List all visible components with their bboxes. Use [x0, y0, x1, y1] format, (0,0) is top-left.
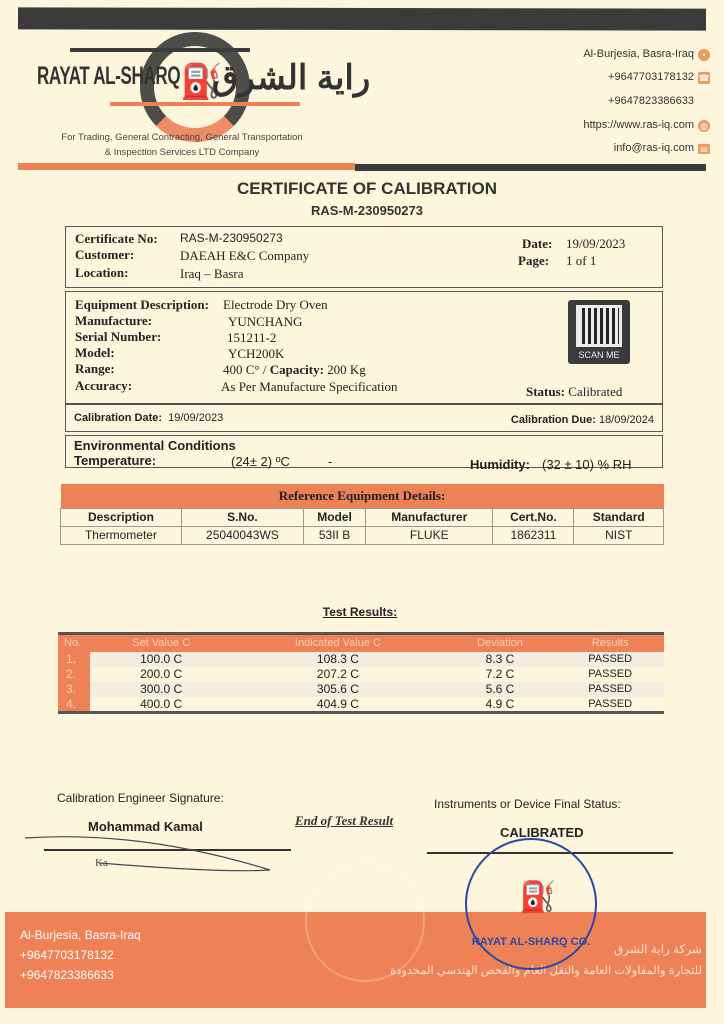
certificate-info-box	[65, 226, 663, 288]
calibration-dates-box	[65, 404, 663, 432]
table-row	[61, 526, 664, 544]
ref-header-model: Model	[303, 508, 365, 526]
set-value: 400.0 C	[140, 696, 183, 711]
qr-code[interactable]	[568, 300, 630, 364]
serial-value: 151211-2	[227, 330, 277, 345]
manufacture-label: Manufacture:	[75, 313, 153, 328]
contact-phone-1: +9647703178132	[608, 71, 694, 83]
environment-title: Environmental Conditions	[74, 438, 236, 453]
reference-table-title: Reference Equipment Details:	[61, 484, 664, 508]
brand-name-en: RAYAT AL-SHARQ	[37, 62, 181, 90]
qr-pattern-icon	[576, 305, 622, 347]
calibration-due-value: 18/09/2024	[598, 414, 654, 426]
res-header-deviation: Deviation	[444, 634, 557, 652]
indicated-value: 305.6 C	[232, 682, 443, 697]
res-header-indicated: Indicated Value C	[232, 634, 443, 652]
range-value	[223, 362, 366, 378]
test-results-table	[58, 632, 664, 714]
certificate-title: CERTIFICATE OF CALIBRATION	[236, 179, 497, 198]
footer-arabic-name: شركة راية الشرق	[613, 942, 702, 956]
table-row	[58, 682, 664, 697]
date-value: 19/09/2023	[566, 236, 626, 251]
page-value: 1 of 1	[566, 253, 597, 268]
row-no: 1.	[58, 652, 90, 667]
reference-equipment-table	[60, 484, 664, 545]
engineer-signature-label: Calibration Engineer Signature:	[57, 791, 224, 805]
header-top-bar	[18, 7, 706, 30]
status-label: Status:	[526, 384, 566, 399]
tagline-line-1: For Trading, General Contracting, General Transportation	[61, 132, 303, 143]
status-value: Calibrated	[568, 384, 623, 399]
status-field	[526, 384, 622, 400]
page-label: Page:	[518, 253, 550, 268]
calibration-date-label: Calibration Date:	[74, 412, 163, 424]
env-dash: -	[328, 454, 333, 469]
temperature-value: (24± 2) ºC	[231, 454, 290, 469]
range-text: 400 C° /	[223, 362, 270, 377]
ref-certno: 1862311	[493, 526, 574, 544]
res-header-results: Results	[556, 634, 664, 652]
customer-label: Customer:	[75, 247, 135, 262]
ref-manufacturer: FLUKE	[366, 526, 493, 544]
scan-me-label: SCAN ME	[578, 350, 620, 360]
indicated-value: 404.9 C	[316, 696, 359, 711]
range-label: Range:	[75, 361, 115, 376]
contact-address: Al-Burjesia, Basra-Iraq	[583, 48, 694, 60]
test-results-title: Test Results:	[322, 605, 398, 619]
equipment-desc-value: Electrode Dry Oven	[223, 297, 328, 312]
engineer-signature-scribble	[20, 828, 300, 878]
manufacture-value: YUNCHANG	[228, 314, 303, 329]
table-row	[58, 697, 664, 713]
ref-description: Thermometer	[61, 526, 182, 544]
deviation: 5.6 C	[444, 682, 557, 697]
ref-header-certno: Cert.No.	[493, 508, 574, 526]
ref-header-description: Description	[61, 508, 182, 526]
footer-phone-2: +9647823386633	[20, 968, 114, 982]
customer-value: DAEAH E&C Company	[180, 248, 310, 263]
certificate-ref: RAS-M-230950273	[310, 203, 423, 218]
deviation: 8.3 C	[444, 652, 557, 667]
contact-website[interactable]: https://www.ras-iq.com	[583, 119, 694, 131]
location-value: Iraq – Basra	[180, 266, 244, 281]
final-status-value: CALIBRATED	[500, 825, 584, 840]
result: PASSED	[588, 668, 633, 680]
divider-dark	[355, 164, 706, 171]
table-row	[58, 652, 664, 667]
model-value: YCH200K	[228, 346, 285, 361]
result: PASSED	[556, 652, 664, 667]
globe-icon: ◍	[698, 120, 710, 132]
result: PASSED	[556, 682, 664, 697]
row-no: 2.	[58, 667, 90, 682]
capacity-value: 200 Kg	[327, 362, 366, 377]
temperature-label: Temperature:	[74, 453, 157, 468]
tagline	[37, 130, 327, 160]
set-value: 200.0 C	[140, 667, 183, 681]
contact-email[interactable]: info@ras-iq.com	[613, 142, 694, 154]
phone-icon: ☎	[698, 73, 710, 83]
footer-address: Al-Burjesia, Basra-Iraq	[20, 928, 141, 942]
humidity-value: (32 ± 10) % RH	[542, 457, 632, 472]
company-stamp	[465, 838, 597, 970]
indicated-value: 207.2 C	[316, 667, 359, 681]
calibration-date-value: 19/09/2023	[168, 412, 224, 424]
oil-pump-icon: ⛽	[180, 63, 223, 101]
row-no: 3.	[58, 682, 90, 697]
ref-header-sno: S.No.	[181, 508, 303, 526]
stamp-text: RAYAT AL-SHARQ CO.	[471, 936, 591, 948]
environment-box	[65, 435, 663, 472]
table-row	[58, 667, 664, 682]
humidity-label: Humidity:	[470, 457, 530, 472]
res-header-no: No.	[58, 634, 90, 652]
location-pin-icon: •	[698, 49, 710, 61]
ref-model: 53II B	[303, 526, 365, 544]
accuracy-label: Accuracy:	[75, 378, 133, 393]
calibration-due	[511, 414, 654, 426]
result: PASSED	[588, 697, 633, 710]
model-label: Model:	[75, 345, 115, 360]
equipment-desc-label: Equipment Description:	[75, 297, 209, 312]
footer-arabic-tagline: للتجارة والمقاولات العامة والنقل العام والفحص الهندسي المحدودة	[390, 965, 702, 977]
calibration-date	[74, 412, 223, 424]
brand-name-ar: راية الشرق	[212, 59, 371, 97]
cert-no-label: Certificate No:	[75, 231, 158, 246]
deviation: 7.2 C	[485, 667, 515, 681]
logo-wing-orange	[110, 102, 300, 106]
deviation: 4.9 C	[485, 696, 515, 711]
contact-phone-2: +9647823386633	[608, 95, 694, 107]
row-no: 4.	[58, 697, 90, 713]
mail-icon: ✉	[698, 144, 710, 154]
divider-orange	[18, 163, 355, 170]
final-status-label: Instruments or Device Final Status:	[434, 797, 621, 811]
end-of-test-result: End of Test Result	[295, 813, 394, 828]
embossed-seal	[305, 862, 425, 982]
indicated-value: 108.3 C	[232, 652, 443, 667]
engineer-name: Mohammad Kamal	[88, 819, 203, 834]
accuracy-value: As Per Manufacture Specification	[221, 379, 398, 394]
serial-label: Serial Number:	[75, 329, 162, 344]
footer-phone-1: +9647703178132	[20, 948, 114, 962]
capacity-label: Capacity:	[269, 362, 324, 377]
date-label: Date:	[522, 236, 553, 251]
stamp-oil-pump-icon: ⛽	[519, 881, 557, 914]
set-value: 100.0 C	[90, 652, 232, 667]
ref-standard: NIST	[574, 526, 664, 544]
tagline-line-2: & Inspection Services LTD Company	[104, 147, 260, 158]
res-header-set: Set Value C	[90, 634, 232, 652]
ref-sno: 25040043WS	[181, 526, 303, 544]
calibration-due-label: Calibration Due:	[510, 414, 596, 426]
equipment-box	[65, 291, 663, 404]
location-label: Location:	[75, 265, 129, 280]
cert-no-value: RAS-M-230950273	[180, 231, 283, 245]
set-value: 300.0 C	[90, 682, 232, 697]
svg-text:Ka: Ka	[95, 857, 108, 869]
ref-header-manufacturer: Manufacturer	[366, 508, 493, 526]
ref-header-standard: Standard	[574, 508, 664, 526]
